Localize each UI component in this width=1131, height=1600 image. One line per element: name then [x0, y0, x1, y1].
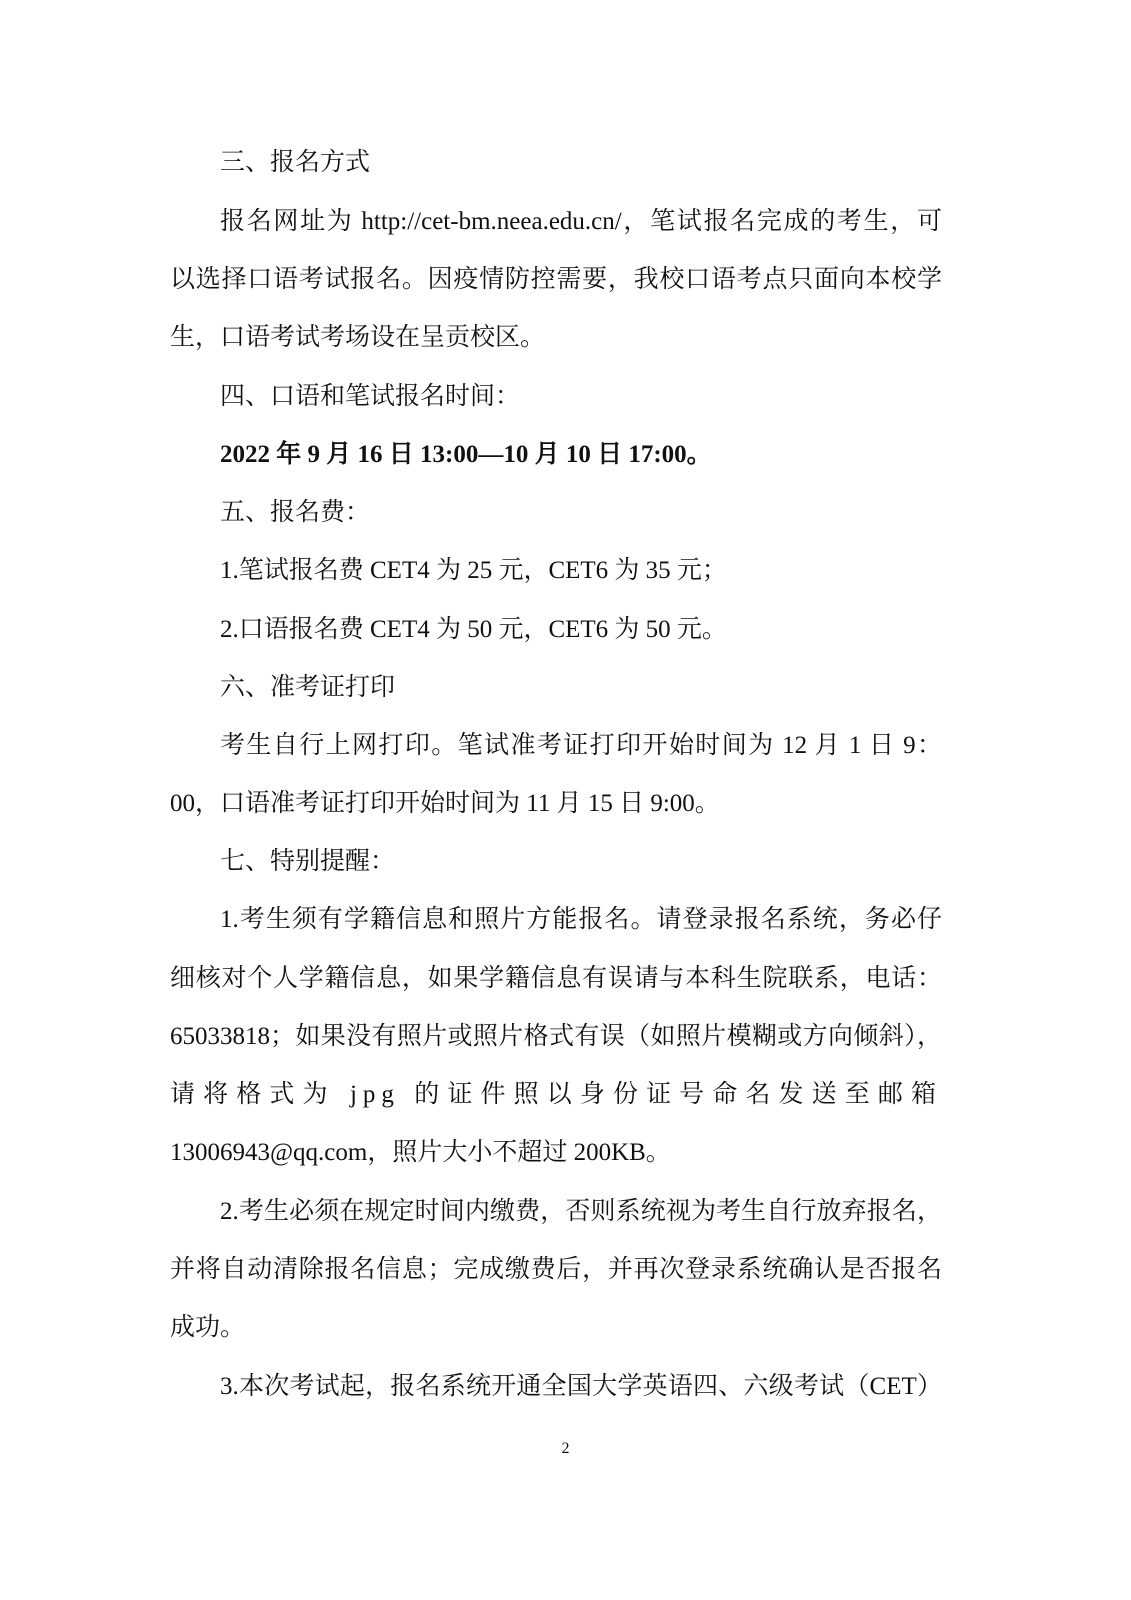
paragraph-line: 报名网址为 http://cet-bm.neea.edu.cn/，笔试报名完成的考生，可: [220, 208, 942, 235]
registration-time: 2022 年 9 月 16 日 13:00—10 月 10 日 17:00。: [220, 441, 712, 468]
paragraph-line: 1.考生须有学籍信息和照片方能报名。请登录报名系统，务必仔: [220, 906, 942, 933]
section-heading: 六、准考证打印: [220, 674, 396, 701]
paragraph-line: 3.本次考试起，报名系统开通全国大学英语四、六级考试（CET）: [220, 1373, 942, 1400]
paragraph-line: 1.笔试报名费 CET4 为 25 元，CET6 为 35 元；: [220, 557, 727, 584]
paragraph-line: 请将格式为 jpg 的证件照以身份证号命名发送至邮箱: [170, 1081, 942, 1108]
paragraph-line: 13006943@qq.com，照片大小不超过 200KB。: [170, 1139, 671, 1166]
paragraph-line: 65033818；如果没有照片或照片格式有误（如照片模糊或方向倾斜），: [170, 1023, 942, 1050]
paragraph-line: 2.口语报名费 CET4 为 50 元，CET6 为 50 元。: [220, 616, 727, 643]
section-heading: 七、特别提醒：: [220, 848, 396, 875]
paragraph-line: 考生自行上网打印。笔试准考证打印开始时间为 12 月 1 日 9：: [220, 732, 942, 759]
paragraph-line: 细核对个人学籍信息，如果学籍信息有误请与本科生院联系，电话：: [170, 965, 942, 992]
paragraph-line: 以选择口语考试报名。因疫情防控需要，我校口语考点只面向本校学: [170, 266, 942, 293]
section-heading: 三、报名方式: [220, 149, 371, 176]
paragraph-line: 00，口语准考证打印开始时间为 11 月 15 日 9:00。: [170, 790, 720, 817]
page-number: 2: [561, 1440, 570, 1457]
paragraph-line: 成功。: [170, 1314, 246, 1341]
paragraph-line: 并将自动清除报名信息；完成缴费后，并再次登录系统确认是否报名: [170, 1256, 942, 1283]
paragraph-line: 2.考生必须在规定时间内缴费，否则系统视为考生自行放弃报名，: [220, 1198, 942, 1225]
section-heading: 五、报名费：: [220, 499, 371, 526]
section-heading: 四、口语和笔试报名时间：: [220, 383, 521, 410]
paragraph-line: 生，口语考试考场设在呈贡校区。: [170, 324, 546, 351]
